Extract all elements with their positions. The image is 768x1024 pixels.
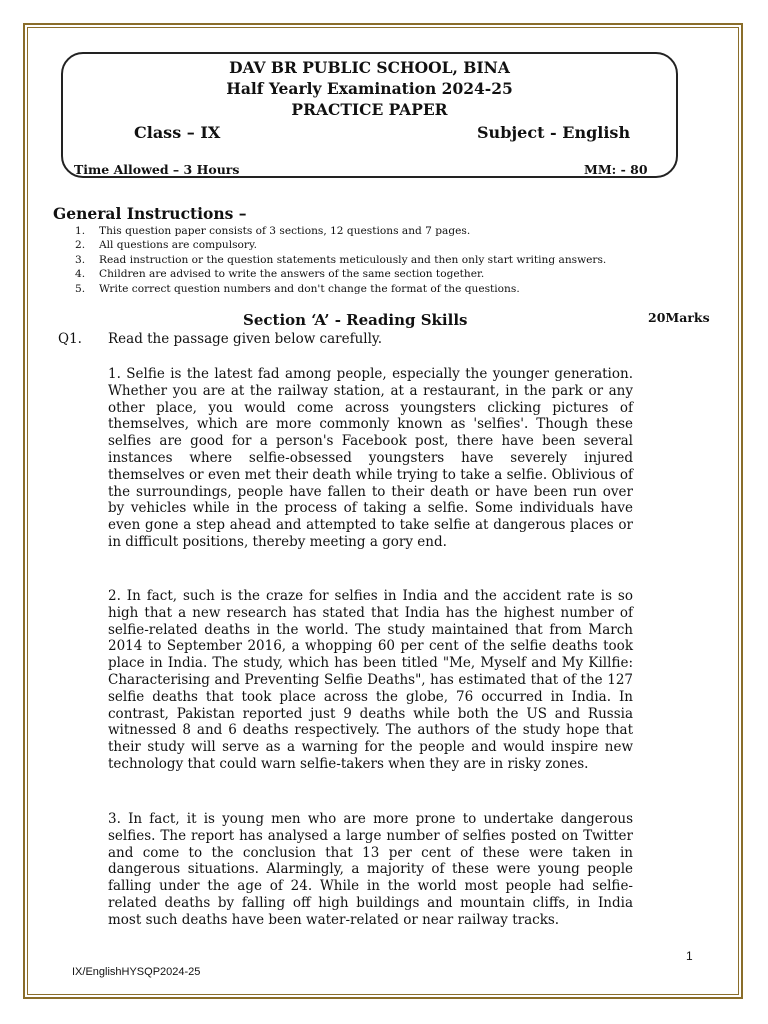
instruction-item: 3. Read instruction or the question statements meticulously and then only start writing answers. bbox=[75, 253, 607, 266]
instructions-list bbox=[75, 224, 606, 296]
instruction-item: 4. Children are advised to write the answers of the same section together. bbox=[75, 268, 485, 281]
question-prompt: Read the passage given below carefully. bbox=[108, 331, 383, 347]
section-marks: 20Marks bbox=[648, 310, 710, 325]
footer-code: IX/EnglishHYSQP2024-25 bbox=[72, 966, 201, 978]
passage-paragraph-2: 2. In fact, such is the craze for selfies in India and the accident rate is so high that a new research has stated that India has the highest number of selfie-related deaths in the world. The study maintained that from March 2014 to September 2016, a whopping 60 per cent of the selfie deaths took place in India. The study, which has been titled "Me, Myself and My Killfie: Characterising and Preventing Selfie Deaths", has estimated that of the 127 selfie deaths that took place across the globe, 76 occurred in India. In contrast, Pakistan reported just 9 deaths while both the US and Russia witnessed 8 and 6 deaths respectively. The authors of the study hope that their study will serve as a warning for the people and would inspire new technology that could warn selfie-takers when they are in risky zones. bbox=[108, 588, 633, 772]
subject-label: Subject - English bbox=[477, 123, 631, 142]
page-number: 1 bbox=[686, 949, 693, 963]
section-title: Section ‘A’ - Reading Skills bbox=[243, 311, 468, 329]
instruction-item: 2. All questions are compulsory. bbox=[75, 239, 257, 252]
question-number: Q1. bbox=[58, 331, 82, 347]
instruction-item: 1. This question paper consists of 3 sections, 12 questions and 7 pages. bbox=[75, 225, 471, 237]
header-box bbox=[61, 52, 678, 178]
class-label: Class – IX bbox=[134, 123, 221, 142]
instructions-heading: General Instructions – bbox=[53, 204, 247, 223]
max-marks: MM: - 80 bbox=[584, 162, 648, 177]
time-allowed: Time Allowed – 3 Hours bbox=[74, 162, 240, 177]
passage-paragraph-1: 1. Selfie is the latest fad among people, especially the younger generation. Whether you are at the railway station, at a restaurant, in the park or any other place, you would come across youngsters clicking pictures of themselves, which are more commonly known as 'selfies'. Though these selfies are good for a person's Facebook post, there have been several instances where selfie-obsessed youngsters have severely injured themselves or even met their death while trying to take a selfie. Oblivious of the surroundings, people have fallen to their death or have been run over by vehicles while in the process of taking a selfie. Some individuals have even gone a step ahead and attempted to take selfie at dangerous places or in difficult positions, thereby meeting a gory end. bbox=[108, 366, 633, 550]
paper-title: PRACTICE PAPER bbox=[291, 100, 448, 119]
passage-paragraph-3: 3. In fact, it is young men who are more prone to undertake dangerous selfies. The report has analysed a large number of selfies posted on Twitter and come to the conclusion that 13 per cent of these were taken in dangerous situations. Alarmingly, a majority of these were young people falling under the age of 24. While in the world most people had selfie-related deaths by falling off high buildings and mountain cliffs, in India most such deaths have been water-related or near railway tracks. bbox=[108, 811, 633, 928]
school-name: DAV BR PUBLIC SCHOOL, BINA bbox=[229, 58, 510, 77]
exam-title: Half Yearly Examination 2024-25 bbox=[226, 79, 513, 98]
instruction-item: 5. Write correct question numbers and don't change the format of the questions. bbox=[75, 282, 520, 295]
